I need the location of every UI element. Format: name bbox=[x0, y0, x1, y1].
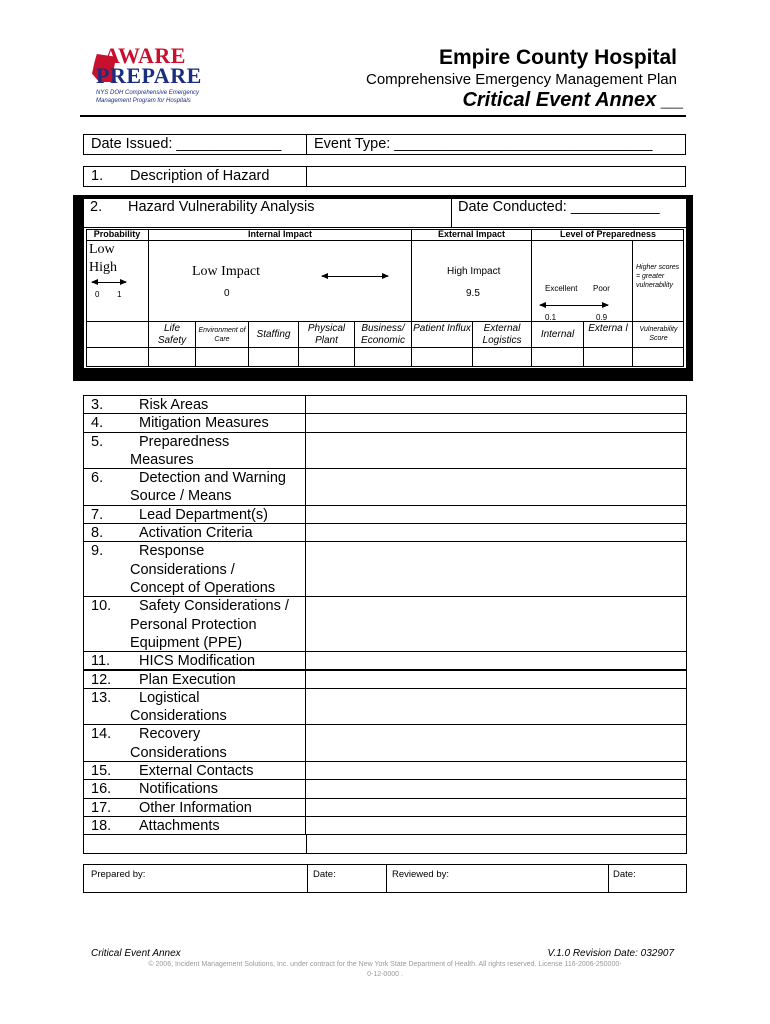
table-row bbox=[83, 468, 687, 505]
item-label: Personal Protection bbox=[130, 616, 257, 633]
item-value-input[interactable] bbox=[305, 596, 687, 652]
item-label-cell bbox=[83, 670, 306, 689]
item-label: Safety Considerations / bbox=[139, 598, 289, 615]
preparedness-min: 0.1 bbox=[545, 313, 557, 322]
item-label-cell bbox=[83, 798, 306, 817]
item-label-cell bbox=[83, 395, 306, 414]
item-value-input[interactable] bbox=[305, 816, 687, 835]
logo-prepare-text: PREPARE bbox=[96, 63, 202, 88]
item-number: 8. bbox=[91, 525, 104, 542]
item-label-cell bbox=[83, 432, 306, 470]
item-label: Preparedness bbox=[139, 433, 230, 450]
table-row bbox=[83, 432, 687, 469]
hospital-name: Empire County Hospital bbox=[438, 46, 677, 69]
sub-internal: Internal bbox=[540, 329, 575, 340]
divider bbox=[86, 347, 684, 348]
item-label: Attachments bbox=[139, 817, 220, 834]
plan-title: Comprehensive Emergency Management Plan bbox=[366, 71, 677, 88]
item-number: 5. bbox=[91, 433, 104, 450]
prepared-date-field[interactable]: Date: bbox=[313, 869, 336, 880]
reviewed-by-field[interactable]: Reviewed by: bbox=[392, 869, 450, 880]
date-conducted-field[interactable]: Date Conducted: ___________ bbox=[458, 199, 660, 215]
table-row bbox=[83, 651, 687, 669]
sub-patient-influx: Patient Influx bbox=[413, 323, 471, 334]
item-label-cell bbox=[83, 523, 306, 542]
low-impact-label: Low Impact bbox=[192, 264, 261, 279]
col-probability: Probability bbox=[86, 229, 148, 241]
item-label-cell bbox=[83, 761, 306, 780]
divider bbox=[307, 865, 308, 892]
description-of-hazard-label-cell bbox=[83, 166, 307, 187]
copyright-line1: © 2006, Incident Management Solutions, Inc. under contract for the New York State Department of Health. All rights reserved. License 116-2006-250000- bbox=[148, 961, 622, 968]
low-impact-value: 0 bbox=[224, 288, 230, 299]
item-label: Other Information bbox=[139, 799, 252, 816]
vulnerability-note: Higher scores = greater vulnerability bbox=[636, 264, 680, 289]
item-number: 10. bbox=[91, 598, 112, 615]
high-impact-label: High Impact bbox=[447, 266, 501, 277]
table-row bbox=[83, 523, 687, 541]
sub-vulnerability-score: Vulnerability Score bbox=[639, 326, 678, 342]
probability-high: High bbox=[89, 260, 117, 275]
table-row bbox=[83, 798, 687, 816]
item-label-cell bbox=[83, 596, 306, 652]
item-number: 16. bbox=[91, 781, 112, 798]
sub-external-logistics: External Logistics bbox=[482, 323, 522, 346]
item-label: Recovery bbox=[139, 726, 201, 743]
table-row bbox=[83, 670, 687, 688]
item-label: Response bbox=[139, 543, 205, 560]
item-number: 15. bbox=[91, 763, 112, 779]
probability-max: 1 bbox=[117, 290, 122, 299]
item-label-cell bbox=[83, 724, 306, 762]
item-value-input[interactable] bbox=[305, 413, 687, 432]
item-number: 11. bbox=[91, 653, 111, 670]
divider bbox=[451, 198, 452, 228]
double-arrow-icon bbox=[540, 305, 608, 306]
table-row bbox=[83, 596, 687, 651]
item-label: Lead Department(s) bbox=[139, 506, 268, 523]
item-value-input[interactable] bbox=[305, 468, 687, 506]
preparedness-max: 0.9 bbox=[596, 313, 608, 322]
logo-tagline-line1: NYS DOH Comprehensive Emergency bbox=[96, 90, 200, 96]
divider bbox=[583, 321, 584, 367]
item-value-input[interactable] bbox=[305, 505, 687, 524]
table-row bbox=[83, 395, 687, 413]
col-level-of-preparedness: Level of Preparedness bbox=[532, 229, 684, 241]
item-label: Mitigation Measures bbox=[139, 415, 269, 432]
item-value-input[interactable] bbox=[305, 688, 687, 726]
item-number: 17. bbox=[91, 799, 112, 816]
item-number: 1. bbox=[91, 168, 104, 184]
item-label: External Contacts bbox=[139, 763, 254, 779]
item-number: 6. bbox=[91, 470, 104, 487]
item-number: 18. bbox=[91, 817, 112, 834]
item-value-input[interactable] bbox=[305, 523, 687, 542]
item-value-input[interactable] bbox=[305, 724, 687, 762]
item-label: Logistical bbox=[139, 689, 200, 706]
item-label-cell bbox=[83, 651, 306, 670]
item-number: 7. bbox=[91, 506, 104, 523]
divider bbox=[86, 321, 684, 322]
table-row bbox=[83, 761, 687, 779]
item-label-cell bbox=[83, 541, 306, 597]
item-label-cell bbox=[83, 468, 306, 506]
table-row bbox=[83, 724, 687, 761]
item-number: 2. bbox=[90, 199, 103, 215]
item-label-cell bbox=[83, 688, 306, 726]
item-value-input[interactable] bbox=[305, 761, 687, 780]
item-label: Measures bbox=[130, 451, 194, 468]
item-label: Detection and Warning bbox=[139, 470, 286, 487]
reviewed-date-field[interactable]: Date: bbox=[613, 869, 636, 880]
date-issued-field[interactable] bbox=[83, 134, 307, 155]
item-value-input[interactable] bbox=[305, 651, 687, 670]
col-internal-impact: Internal Impact bbox=[149, 229, 411, 241]
event-type-field[interactable] bbox=[306, 134, 686, 155]
sub-staffing: Staffing bbox=[256, 329, 291, 340]
item-number: 12. bbox=[91, 671, 112, 688]
col-external-impact: External Impact bbox=[412, 229, 531, 241]
sub-business-economic: Business/ Economic bbox=[361, 323, 405, 346]
item-label: HICS Modification bbox=[139, 653, 256, 670]
preparedness-excellent: Excellent bbox=[545, 284, 578, 293]
item-label: Risk Areas bbox=[139, 397, 209, 413]
preparedness-poor: Poor bbox=[593, 284, 610, 293]
item-number: 13. bbox=[91, 689, 112, 706]
item-label-cell bbox=[83, 779, 306, 798]
prepared-by-field[interactable]: Prepared by: bbox=[91, 869, 146, 880]
copyright-line2: 0-12-0000 . bbox=[367, 971, 403, 978]
item-label: Plan Execution bbox=[139, 671, 236, 688]
signoff-row bbox=[83, 864, 687, 893]
item-value-input[interactable] bbox=[305, 541, 687, 597]
logo-tagline-line2: Management Program for Hospitals bbox=[96, 98, 191, 104]
sub-external: Externa l bbox=[588, 323, 628, 334]
description-of-hazard-label: Description of Hazard bbox=[130, 168, 270, 184]
item-value-input[interactable] bbox=[305, 432, 687, 470]
divider bbox=[248, 321, 249, 367]
double-arrow-icon bbox=[92, 282, 126, 283]
item-label: Activation Criteria bbox=[139, 525, 253, 542]
annex-title: Critical Event Annex __ bbox=[462, 89, 684, 111]
event-type-label: Event Type: ________________________________ bbox=[314, 136, 653, 152]
item-label: Notifications bbox=[139, 781, 218, 798]
probability-low: Low bbox=[89, 242, 115, 257]
table-row-empty[interactable] bbox=[83, 834, 687, 854]
sub-physical-plant: Physical Plant bbox=[307, 323, 346, 346]
probability-min: 0 bbox=[95, 290, 100, 299]
item-label-cell bbox=[83, 413, 306, 432]
footer-revision: V.1.0 Revision Date: 032907 bbox=[547, 948, 674, 959]
table-row bbox=[83, 541, 687, 596]
description-of-hazard-input[interactable] bbox=[306, 166, 686, 187]
item-value-input[interactable] bbox=[305, 395, 687, 414]
header-divider bbox=[80, 115, 686, 117]
logo-tagline bbox=[96, 89, 216, 105]
table-row bbox=[83, 816, 687, 834]
table-row bbox=[83, 688, 687, 725]
logo-aware-text: AWARE bbox=[104, 43, 186, 68]
sub-environment-of-care: Environment of Care bbox=[198, 327, 246, 343]
table-row bbox=[83, 505, 687, 523]
item-value-input[interactable] bbox=[305, 670, 687, 689]
item-value-input[interactable] bbox=[305, 779, 687, 798]
item-value-input[interactable] bbox=[305, 798, 687, 817]
item-number: 4. bbox=[91, 415, 104, 432]
sub-life-safety: Life Safety bbox=[157, 323, 187, 346]
item-label: Considerations bbox=[130, 708, 227, 725]
date-issued-label: Date Issued: _____________ bbox=[91, 136, 282, 152]
copyright-notice bbox=[85, 960, 685, 980]
item-label: Concept of Operations bbox=[130, 579, 276, 596]
item-number: 3. bbox=[91, 397, 104, 413]
divider bbox=[386, 865, 387, 892]
double-arrow-icon bbox=[322, 276, 388, 277]
hva-label: Hazard Vulnerability Analysis bbox=[128, 199, 315, 215]
item-number: 9. bbox=[91, 543, 104, 560]
divider bbox=[306, 835, 307, 853]
item-label-cell bbox=[83, 816, 306, 835]
item-label: Source / Means bbox=[130, 488, 232, 505]
item-label: Considerations bbox=[130, 744, 227, 761]
footer-document-name: Critical Event Annex bbox=[91, 948, 181, 959]
item-number: 14. bbox=[91, 726, 112, 743]
item-label: Equipment (PPE) bbox=[130, 634, 243, 651]
divider bbox=[608, 865, 609, 892]
divider bbox=[83, 227, 687, 228]
item-label: Considerations / bbox=[130, 561, 235, 578]
table-row bbox=[83, 779, 687, 797]
item-label-cell bbox=[83, 505, 306, 524]
table-row bbox=[83, 413, 687, 431]
high-impact-value: 9.5 bbox=[466, 288, 480, 299]
